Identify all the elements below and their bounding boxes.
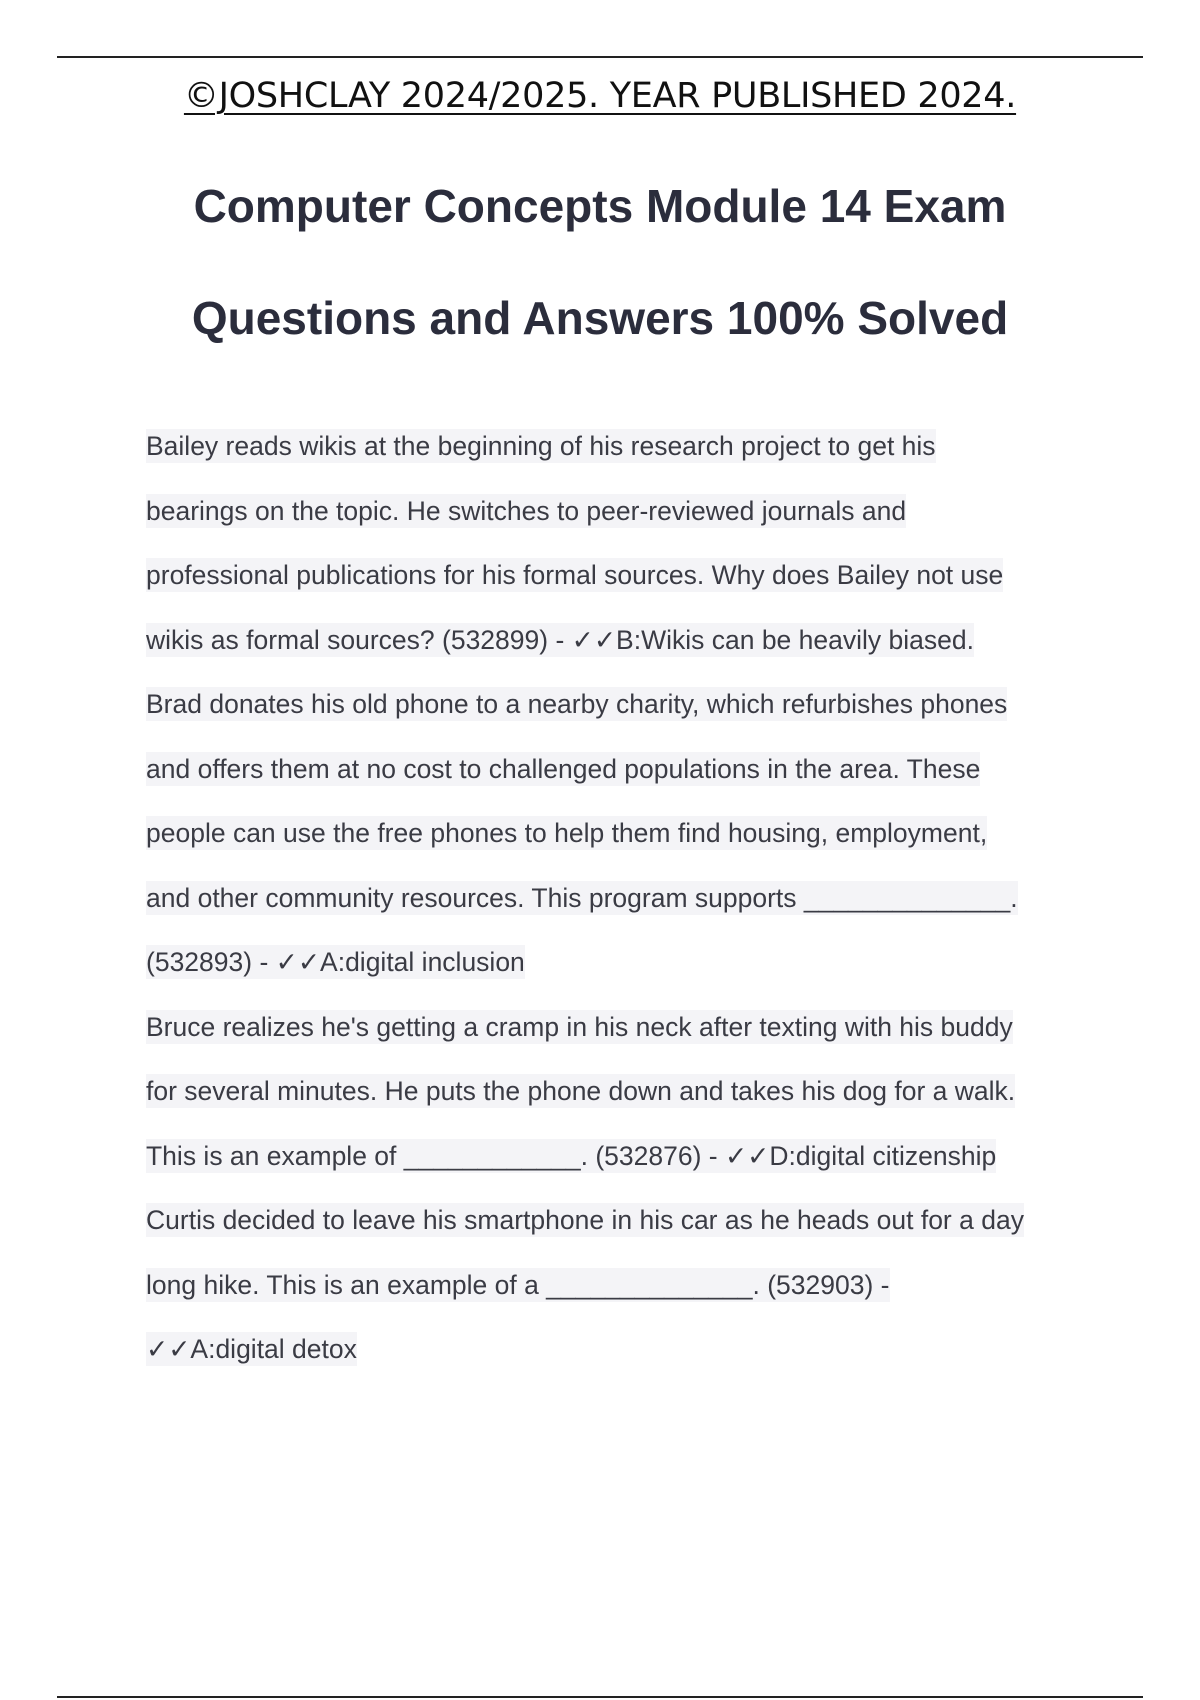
qa-list [146,430,1086,1398]
qa-line: and offers them at no cost to challenged populations in the area. These [146,753,981,784]
qa-line: bearings on the topic. He switches to peer-reviewed journals and [146,495,907,526]
document-title [0,150,1200,374]
qa-line: Bailey reads wikis at the beginning of his research project to get his [146,431,936,461]
copyright-header [0,76,1200,116]
qa-item-brad [146,688,1086,1011]
title-line-2: Questions and Answers 100% Solved [191,292,1009,344]
qa-line: and other community resources. This program supports ______________. [146,882,1018,913]
top-rule [57,56,1143,58]
copyright-text: ©JOSHCLAY 2024/2025. YEAR PUBLISHED 2024. [183,76,1017,116]
qa-line: Brad donates his old phone to a nearby charity, which refurbishes phones [146,689,1008,719]
qa-line: long hike. This is an example of a ______________. (532903) - [146,1269,890,1300]
qa-item-bruce [146,1011,1086,1205]
qa-line: professional publications for his formal sources. Why does Bailey not use [146,560,1004,590]
qa-line: This is an example of ____________. (532876) - ✓✓D:digital citizenship [146,1140,997,1171]
qa-line: people can use the free phones to help them find housing, employment, [146,818,988,848]
title-line-1: Computer Concepts Module 14 Exam [193,180,1007,232]
qa-line: ✓✓A:digital detox [146,1334,357,1364]
qa-line: Curtis decided to leave his smartphone in his car as he heads out for a day [146,1205,1024,1235]
qa-line: for several minutes. He puts the phone down and takes his dog for a walk. [146,1076,1016,1106]
qa-line: wikis as formal sources? (532899) - ✓✓B:Wikis can be heavily biased. [146,624,974,655]
qa-line: (532893) - ✓✓A:digital inclusion [146,947,525,977]
qa-line: Bruce realizes he's getting a cramp in his neck after texting with his buddy [146,1011,1013,1042]
qa-item-bailey [146,430,1086,688]
qa-item-curtis [146,1204,1086,1398]
bottom-rule [57,1696,1143,1698]
